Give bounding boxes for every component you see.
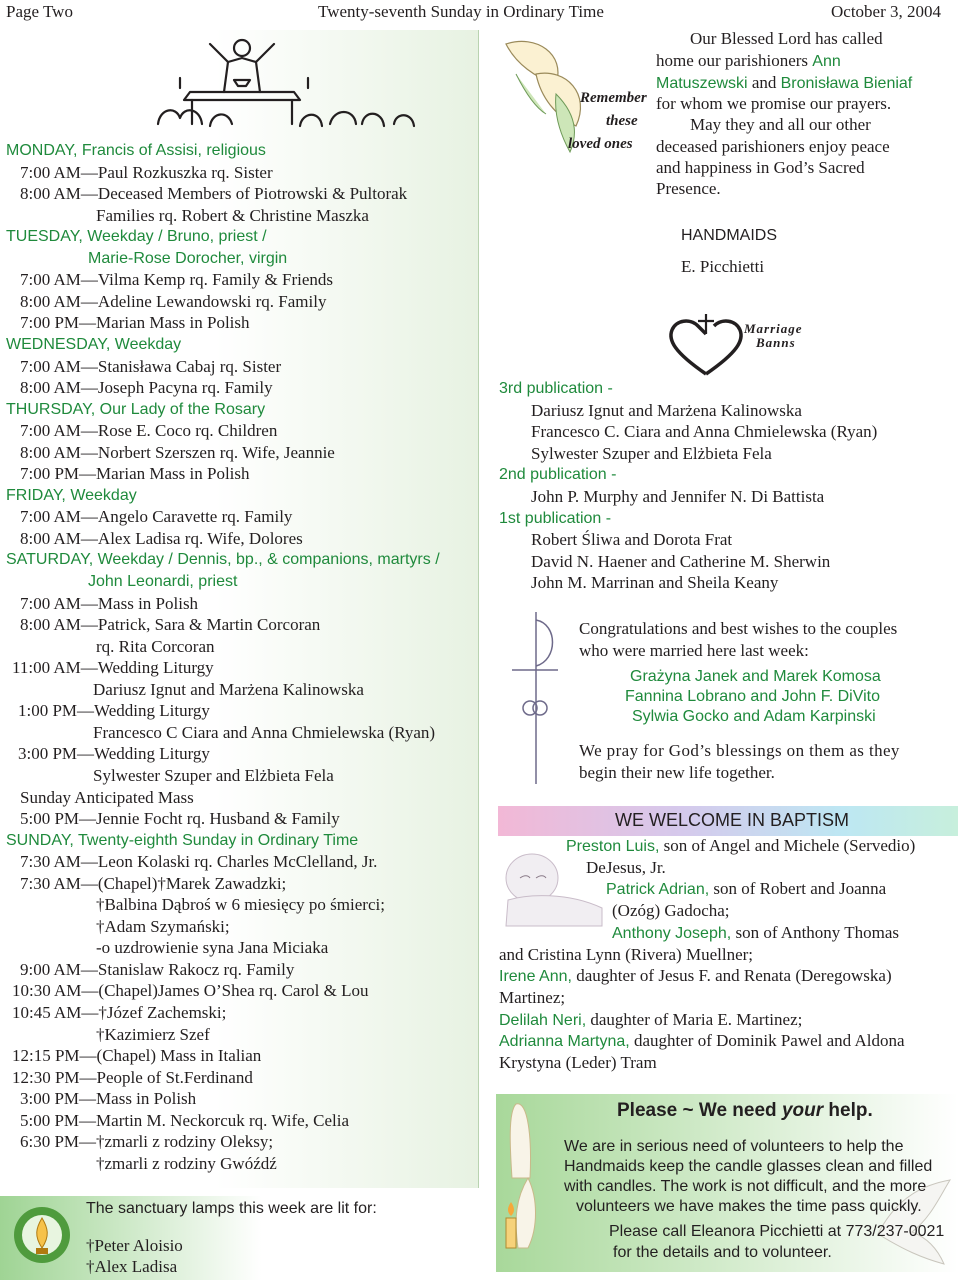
deceased-name: Matuszewski	[656, 75, 748, 92]
liturgical-day-heading: THURSDAY, Our Lady of the Rosary	[6, 400, 266, 418]
baptism-parents: son of Anthony Thomas	[731, 922, 900, 942]
baptism-parents: Krystyna (Leder) Tram	[499, 1053, 657, 1072]
baptism-parents: daughter of Jesus F. and Renata (Deregowska)	[571, 966, 892, 986]
volunteer-contact: for the details and to volunteer.	[613, 1244, 832, 1261]
baptism-parents: daughter of Dominik Pawel and Aldona	[629, 1031, 905, 1051]
mass-intention: 8:00 AM—Adeline Lewandowski rq. Family	[20, 291, 327, 311]
mass-intention: 12:30 PM—People of St.Ferdinand	[12, 1067, 253, 1087]
baptism-entry	[499, 944, 753, 965]
mass-intention: 3:00 PM—Mass in Polish	[20, 1089, 197, 1109]
mass-intention: 7:00 AM—Mass in Polish	[20, 593, 199, 613]
mass-intention: 10:30 AM—(Chapel)James O’Shea rq. Carol & Lou	[12, 981, 369, 1001]
volunteer-heading: Please ~ We need your help.	[617, 1100, 873, 1121]
mass-intention: 5:00 PM—Martin M. Neckorcuk rq. Wife, Celia	[20, 1110, 350, 1130]
baptized-child-name: Anthony Joseph,	[612, 924, 732, 942]
banns-publication-label: 1st publication -	[499, 509, 612, 527]
remember-text: May they and all our other	[690, 115, 871, 134]
mass-intention: 5:00 PM—Jennie Focht rq. Husband & Family	[20, 809, 340, 829]
remember-text: and happiness in God’s Sacred	[656, 158, 865, 177]
liturgical-day-heading: WEDNESDAY, Weekday	[6, 335, 182, 353]
mass-intention: Dariusz Ignut and Marżena Kalinowska	[93, 679, 364, 699]
baptized-child-name: Patrick Adrian,	[606, 881, 710, 899]
mass-intention: 7:30 AM—Leon Kolaski rq. Charles McClelland, Jr.	[20, 852, 378, 872]
lamp-dedication: †Peter Aloisio	[86, 1236, 183, 1255]
mass-intention: 8:00 AM—Patrick, Sara & Martin Corcoran	[20, 615, 321, 635]
remember-text: Our Blessed Lord has called	[690, 29, 883, 48]
baptism-entry	[566, 835, 915, 857]
newlywed-couple: Fannina Lobrano and John F. DiVito	[625, 688, 880, 705]
baptism-parents: and Cristina Lynn (Rivera) Muellner;	[499, 944, 753, 964]
mass-intention: 11:00 AM—Wedding Liturgy	[12, 658, 214, 678]
deceased-name: Bronisława Bieniaf	[780, 75, 913, 92]
baptized-child-name: Delilah Neri,	[499, 1011, 587, 1029]
mass-intention: 7:00 PM—Marian Mass in Polish	[20, 464, 250, 484]
mass-intention: 7:00 AM—Vilma Kemp rq. Family & Friends	[20, 270, 333, 290]
baptism-entry	[499, 1030, 905, 1052]
liturgical-title: Twenty-seventh Sunday in Ordinary Time	[318, 2, 604, 21]
newlywed-couple: Grażyna Janek and Marek Komosa	[630, 668, 881, 685]
baptism-title: WE WELCOME IN BAPTISM	[615, 810, 850, 830]
remember-text: for whom we promise our prayers.	[656, 94, 892, 113]
banns-publication-label: 2nd publication -	[499, 466, 617, 484]
banns-couple: Francesco C. Ciara and Anna Chmielewska (Ryan)	[531, 422, 878, 442]
page-number: Page Two	[6, 2, 73, 21]
baptized-child-name: Irene Ann,	[499, 968, 572, 986]
baptism-parents: daughter of Maria E. Martinez;	[586, 1009, 803, 1029]
mass-intention: rq. Rita Corcoran	[96, 636, 215, 656]
mass-intention: 7:00 AM—Rose E. Coco rq. Children	[20, 421, 278, 441]
mass-intention: 8:00 AM—Alex Ladisa rq. Wife, Dolores	[20, 528, 303, 548]
sanctuary-lamp-icon	[12, 1202, 72, 1268]
baptized-child-name: Preston Luis,	[566, 838, 660, 855]
banns-couple: David N. Haener and Catherine M. Sherwin	[531, 551, 831, 571]
liturgical-day-heading: MONDAY, Francis of Assisi, religious	[6, 142, 266, 159]
congrats-text: Congratulations and best wishes to the couples	[579, 619, 898, 638]
handmaids-name: E. Picchietti	[681, 257, 765, 276]
baptism-parents: Martinez;	[499, 987, 566, 1007]
mass-intention: Families rq. Robert & Christine Maszka	[96, 205, 369, 225]
these-word: these	[606, 113, 638, 129]
banns-logo-line2: Banns	[756, 335, 796, 350]
volunteer-text: We are in serious need of volunteers to help the	[564, 1138, 904, 1155]
baptism-entry	[499, 987, 565, 1008]
blessing-text: begin their new life together.	[579, 763, 775, 782]
issue-date: October 3, 2004	[831, 2, 942, 21]
banns-couple: John P. Murphy and Jennifer N. Di Battista	[531, 487, 825, 506]
mass-intention: 8:00 AM—Norbert Szerszen rq. Wife, Jeannie	[20, 442, 335, 462]
banns-logo-line1: Marriage	[744, 321, 803, 336]
newlywed-couple: Sylwia Gocko and Adam Karpinski	[632, 708, 876, 725]
deceased-name: Ann	[812, 53, 841, 70]
mass-intention: 3:00 PM—Wedding Liturgy	[18, 744, 210, 764]
mass-intention: †Kazimierz Szef	[96, 1024, 210, 1044]
volunteer-text: volunteers we have makes the time pass quickly.	[576, 1198, 922, 1215]
heart-cross-icon	[664, 312, 748, 378]
handmaids-title: HANDMAIDS	[681, 227, 778, 244]
baptism-entry	[586, 857, 666, 878]
liturgical-day-heading: John Leonardi, priest	[88, 573, 238, 590]
praying-hands-candle-illustration	[498, 1098, 558, 1268]
remember-text: Matuszewski and Bronisława Bieniaf	[656, 73, 913, 92]
baptized-child-name: Adrianna Martyna,	[499, 1033, 630, 1051]
mass-intention: -o uzdrowienie syna Jana Miciaka	[96, 938, 329, 958]
remember-text: deceased parishioners enjoy peace	[656, 137, 890, 156]
congrats-text: who were married here last week:	[579, 641, 809, 660]
baptism-banner	[498, 806, 958, 836]
liturgical-day-heading: TUESDAY, Weekday / Bruno, priest /	[6, 228, 267, 246]
mass-intention: 8:00 AM—Deceased Members of Piotrowski & Pultorak	[20, 184, 408, 204]
baptism-entry	[606, 878, 886, 900]
remember-word: Remember	[580, 90, 647, 106]
banns-couple: Dariusz Ignut and Marżena Kalinowska	[531, 400, 802, 420]
remember-text: Presence.	[656, 179, 721, 198]
baptism-parents: (Ozóg) Gadocha;	[612, 901, 730, 921]
mass-intention: 7:00 AM—Angelo Caravette rq. Family	[20, 507, 293, 527]
liturgical-day-heading: SATURDAY, Weekday / Dennis, bp., & companions, martyrs /	[6, 551, 440, 569]
sanctuary-lamps-box	[0, 1196, 476, 1280]
mass-intention: †Adam Szymański;	[96, 916, 230, 936]
baptism-entry	[612, 922, 899, 944]
baptism-parents: DeJesus, Jr.	[586, 857, 666, 877]
banns-publication-label: 3rd publication -	[499, 380, 613, 397]
mass-intention: 10:45 AM—†Józef Zachemski;	[12, 1003, 227, 1022]
mass-intention: 6:30 PM—†zmarli z rodziny Oleksy;	[20, 1132, 274, 1152]
volunteer-text: with candles. The work is not difficult, and the more	[564, 1178, 927, 1195]
mass-intention: Sunday Anticipated Mass	[20, 787, 194, 807]
liturgical-day-heading: FRIDAY, Weekday	[6, 486, 137, 504]
baptism-entry	[612, 900, 730, 921]
liturgical-day-heading: Marie-Rose Dorocher, virgin	[88, 249, 288, 267]
mass-intention: †zmarli z rodziny Gwóźdź	[96, 1153, 277, 1173]
volunteer-contact: Please call Eleanora Picchietti at 773/237-0021	[609, 1223, 945, 1240]
mass-intention: 9:00 AM—Stanislaw Rakocz rq. Family	[20, 959, 295, 979]
baptism-entry	[499, 965, 892, 987]
mass-intention: 7:00 AM—Stanisława Cabaj rq. Sister	[20, 356, 282, 376]
sanctuary-lamps-heading: The sanctuary lamps this week are lit for:	[86, 1200, 377, 1217]
baptism-entry	[499, 1052, 657, 1073]
mass-schedule-panel	[0, 30, 479, 1188]
volunteer-box	[496, 1094, 958, 1272]
cross-rings-icon	[506, 608, 560, 788]
baptism-parents: son of Robert and Joanna	[709, 879, 887, 899]
mass-intention: 8:00 AM—Joseph Pacyna rq. Family	[20, 378, 273, 398]
banns-couple: Sylwester Szuper and Elżbieta Fela	[531, 443, 772, 463]
priest-altar-illustration	[150, 30, 440, 140]
loved-ones-word: loved ones	[568, 136, 633, 152]
blessing-text: We pray for God’s blessings on them as they	[579, 741, 900, 760]
liturgical-day-heading: SUNDAY, Twenty-eighth Sunday in Ordinary Time	[6, 831, 359, 849]
mass-intention: 1:00 PM—Wedding Liturgy	[18, 701, 210, 721]
mass-intention: Sylwester Szuper and Elżbieta Fela	[93, 765, 334, 785]
baptism-parents: son of Angel and Michele (Servedio)	[659, 836, 916, 855]
banns-couple: John M. Marrinan and Sheila Keany	[531, 573, 779, 593]
remember-text: home our parishioners Ann	[656, 51, 841, 70]
volunteer-text: Handmaids keep the candle glasses clean and filled	[564, 1158, 933, 1175]
lamp-dedication: †Alex Ladisa	[86, 1257, 178, 1276]
mass-intention: 7:00 AM—Paul Rozkuszka rq. Sister	[20, 162, 273, 182]
mass-intention: †Balbina Dąbroś w 6 miesięcy po śmierci;	[96, 895, 385, 915]
mass-intention: 12:15 PM—(Chapel) Mass in Italian	[12, 1046, 262, 1066]
baptism-entry	[499, 1009, 802, 1031]
mass-intention: 7:00 PM—Marian Mass in Polish	[20, 313, 250, 333]
banns-couple: Robert Śliwa and Dorota Frat	[531, 530, 733, 550]
mass-intention: 7:30 AM—(Chapel)†Marek Zawadzki;	[20, 873, 287, 893]
mass-intention: Francesco C Ciara and Anna Chmielewska (Ryan)	[93, 722, 436, 742]
